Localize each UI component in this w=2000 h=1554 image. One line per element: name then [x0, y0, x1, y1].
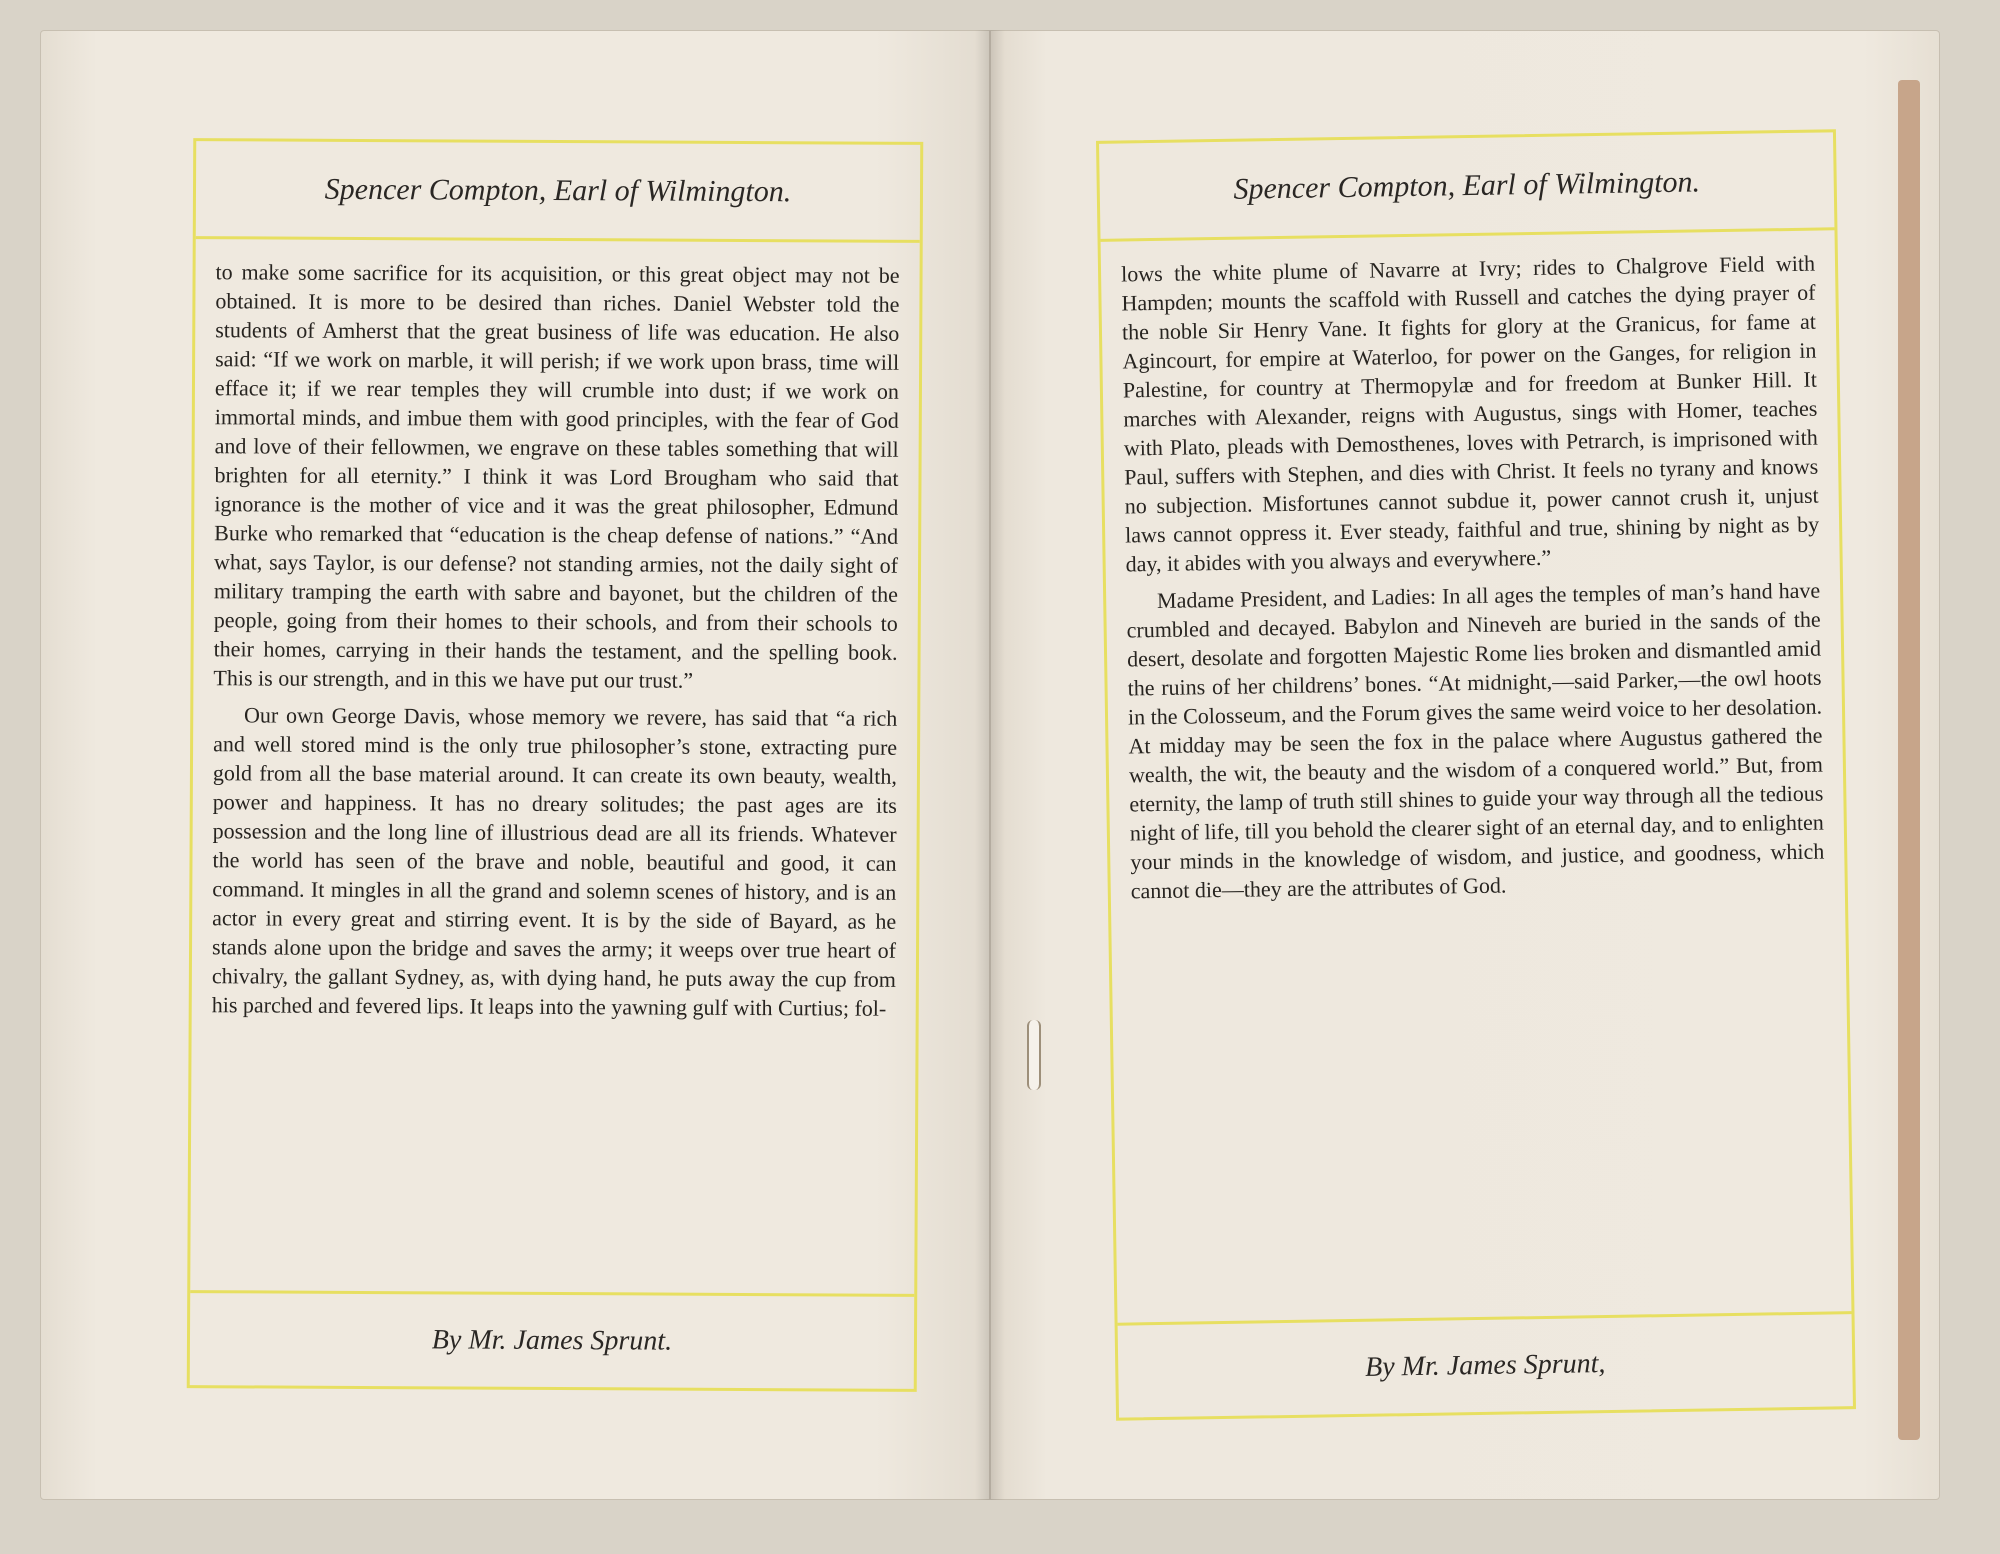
right-page-body: [1117, 249, 1835, 1312]
left-paragraph-1: to make some sacrifice for its acquisition, or this great object may not be obtained. It is more to be desired than riches. Daniel Webster told the students of Amherst that the great business of life was education. He also said: “If we work on marble, it will perish; if we work upon brass, time will efface it; if we rear temples they will crumble into dust; if we work on immortal minds, and imbue them with good principles, with the fear of God and love of their fellowmen, we engrave on these tables something that will brighten for all eternity.” I think it was Lord Brougham who said that ignorance is the mother of vice and it was the great philosopher, Edmund Burke who remarked that “education is the cheap defense of nations.” “And what, says Taylor, is our defense? not standing armies, not the daily sight of military tramping the earth with sabre and bayonet, but the children of the people, going from their homes to their schools, and from their schools to their homes, carrying in their hands the testament, and the spelling book. This is our strength, and in this we have put our trust.”: [213, 259, 900, 693]
open-book: [40, 30, 1940, 1500]
right-page-header: Spencer Compton, Earl of Wilmington.: [1099, 132, 1834, 242]
left-page-frame: [187, 138, 924, 1392]
left-paragraph-2: Our own George Davis, whose memory we revere, has said that “a rich and well stored mind is the only true philosopher’s stone, extracting pure gold from all the base material around. It can create its own beauty, wealth, power and happiness. It has no dreary solitudes; the past ages are its possession and the long line of illustrious dead are all its friends. Whatever the world has seen of the brave and noble, beautiful and good, it can command. It mingles in all the grand and solemn scenes of history, and is an actor in every great and stirring event. It is by the side of Bayard, as he stands alone upon the bridge and saves the army; it weeps over true heart of chivalry, the gallant Sydney, as, with dying hand, he puts away the cup from his parched and fevered lips. It leaps into the yawning gulf with Curtius; fol-: [211, 702, 898, 1021]
right-paragraph-2: Madame President, and Ladies: In all ages the temples of man’s hand have crumbled and decayed. Babylon and Nineveh are buried in the sands of the desert, desolate and forgotten Majestic Rome lies broken and dismantled amid the ruins of her childrens’ bones. “At midnight,—said Parker,—the owl hoots in the Colosseum, and the Forum gives the same weird voice to her desolation. At midday may be seen the fox in the palace where Augustus gathered the wealth, the wit, the beauty and the wisdom of a conquered world.” But, from eternity, the lamp of truth still shines to guide your way through all the tedious night of life, till you behold the clearer sight of an eternal day, and to enlighten your minds in the knowledge of wisdom, and justice, and goodness, which cannot die—they are the attributes of God.: [1126, 577, 1825, 904]
page-tear: [1027, 1020, 1041, 1090]
left-page-header: Spencer Compton, Earl of Wilmington.: [196, 141, 921, 243]
left-page-footer: By Mr. James Sprunt.: [190, 1290, 914, 1389]
right-paragraph-1: lows the white plume of Navarre at Ivry; rides to Chalgrove Field with Hampden; mounts the scaffold with Russell and catches the dying prayer of the noble Sir Henry Vane. It fights for glory at the Granicus, for fame at Agincourt, for empire at Waterloo, for power on the Ganges, for religion in Palestine, for country at Thermopylæ and for freedom at Bunker Hill. It marches with Alexander, reigns with Augustus, sings with Homer, teaches with Plato, pleads with Demosthenes, loves with Petrarch, is imprisoned with Paul, suffers with Stephen, and dies with Christ. It feels no tyrany and knows no subjection. Misfortunes cannot subdue it, power cannot crush it, unjust laws cannot oppress it. Ever steady, faithful and true, shining by night as by day, it abides with you always and everywhere.”: [1120, 250, 1820, 577]
right-page: [990, 30, 1940, 1500]
book-gutter: [975, 30, 1005, 1500]
left-page-body: [206, 257, 903, 1283]
cover-edge: [1898, 80, 1920, 1440]
left-page: [40, 30, 990, 1500]
right-page-frame: [1096, 129, 1856, 1420]
right-page-footer: By Mr. James Sprunt,: [1118, 1311, 1853, 1418]
